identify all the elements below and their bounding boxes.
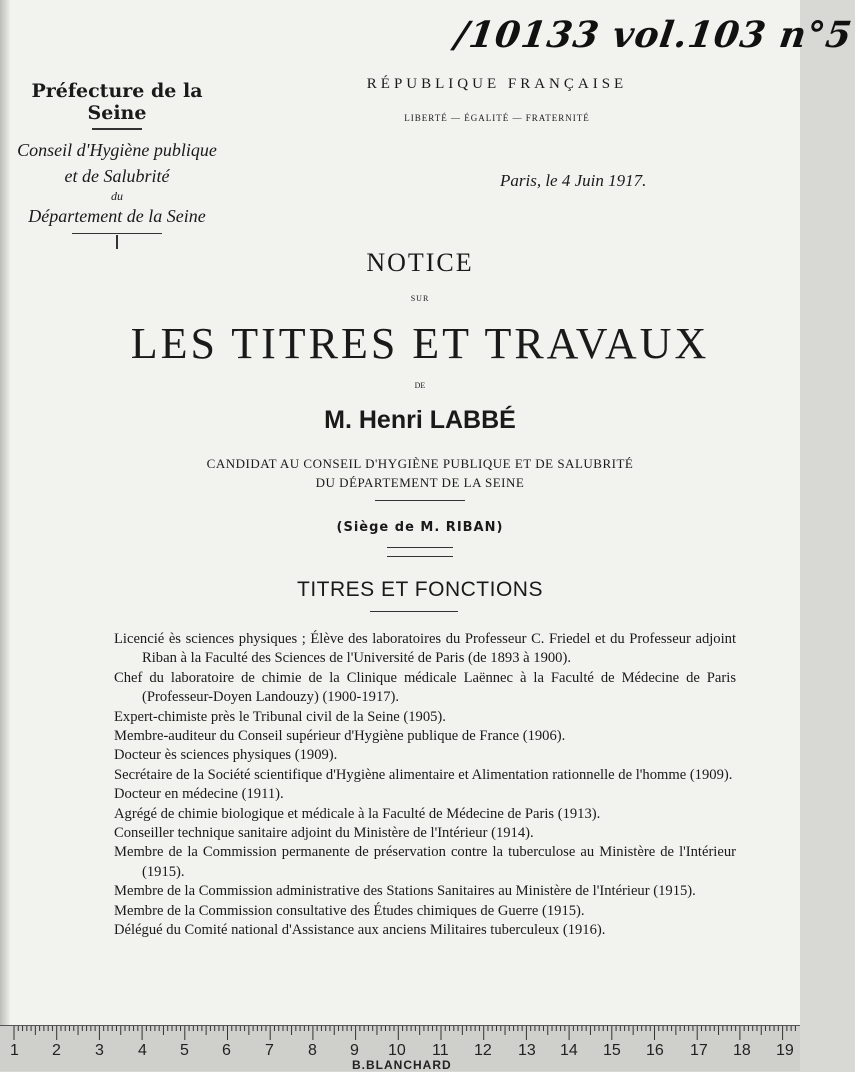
candidacy-rule xyxy=(375,500,465,501)
prefecture-title: Préfecture de la Seine xyxy=(31,80,203,124)
list-item: Membre de la Commission permanente de préservation contre la tuberculose au Ministère de l'Intérieur (1915). xyxy=(114,844,736,880)
list-item: Membre de la Commission consultative des Études chimiques de Guerre (1915). xyxy=(114,902,585,919)
ruler-number: 8 xyxy=(308,1042,317,1059)
main-title: LES TITRES ET TRAVAUX xyxy=(130,319,710,368)
prefecture-block xyxy=(6,80,228,249)
list-item: Conseiller technique sanitaire adjoint du Ministère de l'Intérieur (1914). xyxy=(114,825,534,842)
candidacy-block xyxy=(0,454,840,492)
center-ornament xyxy=(387,547,453,557)
list-item: Docteur en médecine (1911). xyxy=(114,786,284,803)
sur-label: SUR xyxy=(410,294,430,303)
ruler-number: 9 xyxy=(350,1042,359,1059)
prefecture-tick xyxy=(116,235,119,249)
list-item: Délégué du Comité national d'Assistance aux anciens Militaires tuberculeux (1916). xyxy=(114,922,606,939)
notice-heading: NOTICE xyxy=(366,248,474,277)
prefecture-line-4: Département de la Seine xyxy=(28,206,206,226)
republic-motto: LIBERTÉ — ÉGALITÉ — FRATERNITÉ xyxy=(404,113,590,123)
republique-heading: RÉPUBLIQUE FRANÇAISE xyxy=(366,76,628,92)
section-title: TITRES ET FONCTIONS xyxy=(297,578,543,601)
candidacy-line-2: DU DÉPARTEMENT DE LA SEINE xyxy=(315,475,525,490)
ruler-number: 4 xyxy=(138,1042,147,1059)
ruler-number: 5 xyxy=(180,1042,189,1059)
prefecture-line-1: Conseil d'Hygiène publique xyxy=(17,140,217,160)
list-item: Agrégé de chimie biologique et médicale à la Faculté de Médecine de Paris (1913). xyxy=(114,805,601,822)
entries-list xyxy=(114,630,736,941)
ruler-number: 3 xyxy=(95,1042,104,1059)
list-item: Docteur ès sciences physiques (1909). xyxy=(114,747,338,764)
ruler-number: 13 xyxy=(518,1042,536,1059)
siege-label: (Siège de M. RIBAN) xyxy=(336,520,504,535)
ruler-number: 19 xyxy=(776,1042,794,1059)
ruler-number: 17 xyxy=(690,1042,708,1059)
ruler-number: 15 xyxy=(603,1042,621,1059)
list-item: Licencié ès sciences physiques ; Élève des laboratoires du Professeur C. Friedel et du Professeur adjoint Riban à la Faculté des Sciences de l'Université de Paris (de 1893 à 1900). xyxy=(114,631,736,667)
de-label: DE xyxy=(414,381,426,390)
ruler-number: 11 xyxy=(432,1042,449,1059)
prefecture-line-3: du xyxy=(111,189,123,203)
list-item: Chef du laboratoire de chimie de la Clinique médicale Laënnec à la Faculté de Médecine de Paris (Professeur-Doyen Landouzy) (1900-1917). xyxy=(114,669,736,706)
section-rule xyxy=(370,611,458,612)
ruler-number: 14 xyxy=(560,1042,578,1059)
ruler-number: 1 xyxy=(10,1042,19,1059)
document-date: Paris, le 4 Juin 1917. xyxy=(500,171,647,190)
prefecture-ornament xyxy=(92,128,142,131)
measuring-ruler xyxy=(0,1025,800,1071)
ruler-number: 6 xyxy=(222,1042,231,1059)
ruler-number: 2 xyxy=(52,1042,61,1059)
handwritten-reference: /10133 vol.103 n°5 xyxy=(452,14,855,56)
list-item: Expert-chimiste près le Tribunal civil de la Seine (1905). xyxy=(114,708,446,725)
list-item: Membre de la Commission administrative des Stations Sanitaires au Ministère de l'Intérieur (1915). xyxy=(114,883,696,900)
candidate-name: M. Henri LABBÉ xyxy=(324,406,516,434)
ruler-number: 7 xyxy=(265,1042,274,1059)
candidacy-line-1: CANDIDAT AU CONSEIL D'HYGIÈNE PUBLIQUE ET DE SALUBRITÉ xyxy=(206,456,634,471)
list-item: Secrétaire de la Société scientifique d'Hygiène alimentaire et Alimentation rationnelle de l'homme (1909). xyxy=(114,766,733,783)
ruler-number: 12 xyxy=(474,1042,492,1059)
ruler-brand: B.BLANCHARD xyxy=(352,1058,452,1072)
ruler-number: 10 xyxy=(388,1042,406,1059)
ruler-number: 18 xyxy=(733,1042,751,1059)
ruler-number: 16 xyxy=(646,1042,664,1059)
list-item: Membre-auditeur du Conseil supérieur d'Hygiène publique de France (1906). xyxy=(114,728,566,745)
prefecture-line-2: et de Salubrité xyxy=(64,166,170,186)
